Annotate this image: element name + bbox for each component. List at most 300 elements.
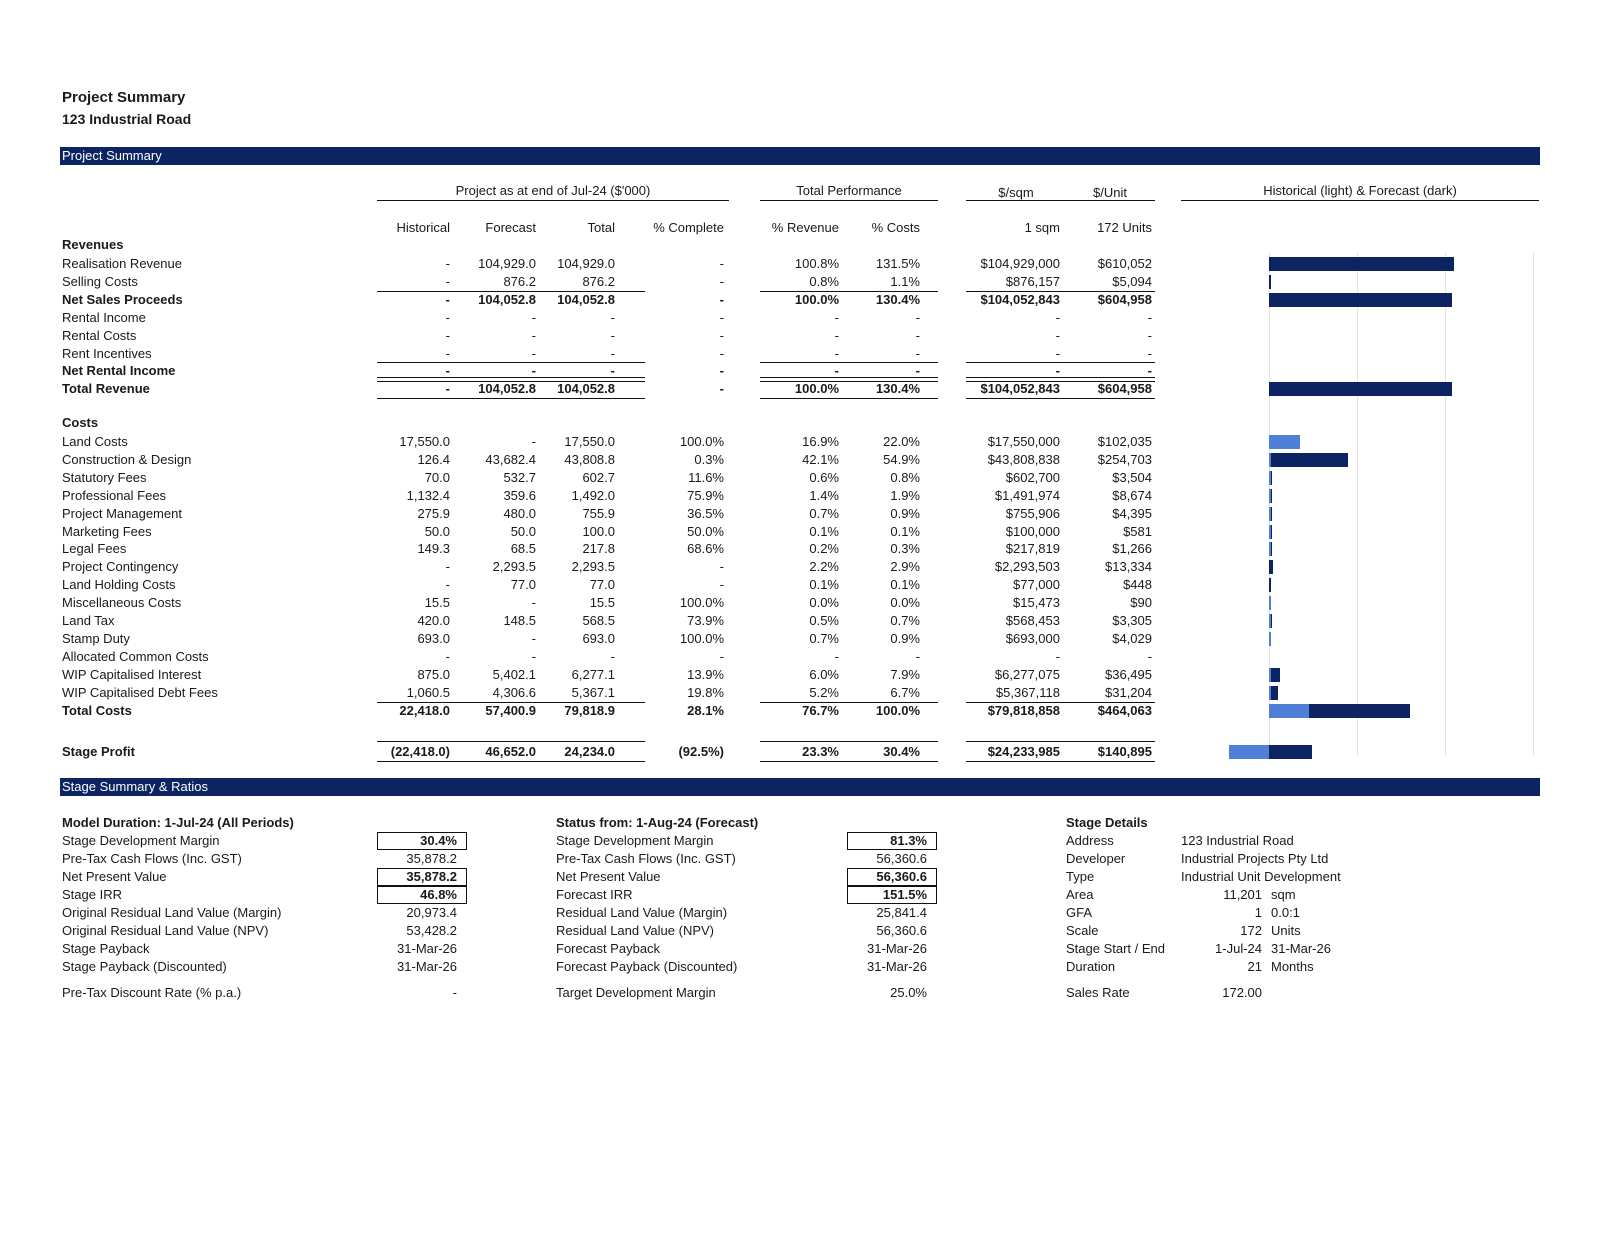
- metric-value: 35,878.2: [406, 869, 457, 884]
- detail-label-duration: Duration: [1066, 959, 1116, 974]
- metric-value: 35,878.2: [406, 851, 457, 866]
- cell-per-sqm: $77,000: [1013, 577, 1060, 593]
- cell-forecast: 876.2: [503, 273, 536, 289]
- subtotal-rule: [966, 702, 1155, 703]
- subtotal-rule: [966, 761, 1155, 762]
- row-label: Rental Income: [62, 309, 146, 325]
- subtotal-rule: [966, 741, 1155, 742]
- cell-per-unit: $254,703: [1097, 451, 1152, 467]
- cell-per-unit: $140,895: [1097, 744, 1152, 759]
- cell-pct-revenue: 1.4%: [809, 487, 839, 503]
- cell-pct-costs: 54.9%: [883, 451, 920, 467]
- cell-pct-costs: -: [915, 309, 920, 325]
- cell-per-unit: $4,029: [1112, 630, 1152, 646]
- metric-label: Pre-Tax Cash Flows (Inc. GST): [556, 851, 736, 866]
- total-double-rule: [966, 377, 1155, 382]
- cell-pct-complete: -: [719, 381, 724, 397]
- table-row: [0, 684, 1600, 702]
- cell-total: 876.2: [582, 273, 615, 289]
- cell-pct-revenue: 0.6%: [809, 469, 839, 485]
- cell-per-sqm: $24,233,985: [987, 744, 1060, 759]
- table-row: [0, 594, 1600, 612]
- cell-forecast: -: [531, 595, 536, 611]
- cell-pct-costs: 130.4%: [875, 381, 920, 397]
- metric-label: Net Present Value: [62, 869, 167, 884]
- cell-pct-complete: -: [719, 273, 724, 289]
- row-label: Realisation Revenue: [62, 256, 182, 271]
- cell-total: 43,808.8: [564, 451, 615, 467]
- subtotal-rule: [377, 398, 645, 399]
- cell-pct-complete: 75.9%: [687, 487, 724, 503]
- cell-forecast: 57,400.9: [485, 702, 536, 718]
- cell-pct-revenue: 100.8%: [794, 256, 839, 271]
- cell-per-unit: $1,266: [1112, 541, 1152, 557]
- cell-per-sqm: $79,818,858: [987, 702, 1060, 718]
- metric-value: 56,360.6: [876, 923, 927, 938]
- cell-pct-costs: 0.1%: [890, 523, 920, 539]
- cell-per-unit: $610,052: [1097, 256, 1152, 271]
- status-heading: Status from: 1-Aug-24 (Forecast): [556, 815, 759, 830]
- cell-total: 6,277.1: [571, 666, 615, 682]
- cell-pct-costs: 130.4%: [875, 291, 920, 307]
- cell-forecast: -: [531, 648, 536, 664]
- cell-total: -: [610, 363, 615, 379]
- cell-forecast: 50.0: [510, 523, 536, 539]
- cell-forecast: 68.5: [510, 541, 536, 557]
- row-label: WIP Capitalised Debt Fees: [62, 684, 218, 700]
- table-row: [0, 451, 1600, 469]
- table-row: [0, 576, 1600, 594]
- cell-pct-costs: 0.1%: [890, 577, 920, 593]
- metric-value: 81.3%: [890, 833, 927, 848]
- cell-pct-costs: 0.8%: [890, 469, 920, 485]
- target-margin-label: Target Development Margin: [556, 985, 716, 1000]
- chart-bar: [1271, 453, 1348, 467]
- table-row: [0, 666, 1600, 684]
- cell-per-unit: -: [1147, 345, 1152, 361]
- cell-pct-costs: 0.9%: [890, 630, 920, 646]
- group-header-unit: $/Unit: [1093, 185, 1127, 200]
- col-header-sqm-basis: 1 sqm: [1024, 220, 1060, 235]
- cell-pct-revenue: 16.9%: [802, 434, 839, 449]
- cell-pct-costs: -: [915, 327, 920, 343]
- cell-total: 100.0: [582, 523, 615, 539]
- detail-value-gfa: 1: [1254, 905, 1262, 920]
- cell-per-sqm: -: [1055, 345, 1060, 361]
- cell-pct-costs: 0.7%: [890, 613, 920, 628]
- cell-historical: -: [445, 327, 450, 343]
- group-header-project: Project as at end of Jul-24 ($'000): [455, 183, 651, 198]
- discount-rate-label: Pre-Tax Discount Rate (% p.a.): [62, 985, 242, 1000]
- cell-pct-complete: (92.5%): [678, 744, 724, 759]
- highlight-box: [377, 832, 467, 850]
- group-header-performance: Total Performance: [796, 183, 902, 198]
- group-header-chart: Historical (light) & Forecast (dark): [1263, 183, 1457, 198]
- cell-per-sqm: $217,819: [1005, 541, 1060, 557]
- cell-per-unit: $581: [1123, 523, 1152, 539]
- detail-label-scale: Scale: [1066, 923, 1099, 938]
- cell-historical: (22,418.0): [390, 744, 450, 759]
- cell-total: -: [610, 648, 615, 664]
- cell-pct-revenue: 100.0%: [794, 381, 839, 397]
- cell-per-sqm: $15,473: [1013, 595, 1060, 611]
- chart-bar: [1269, 382, 1452, 396]
- cell-pct-revenue: 6.0%: [809, 666, 839, 682]
- section-band-stage-summary: Stage Summary & Ratios: [60, 778, 1540, 796]
- col-header-unit-basis: 172 Units: [1097, 220, 1152, 235]
- cell-historical: 126.4: [417, 451, 450, 467]
- cell-total: 755.9: [582, 505, 615, 521]
- cell-pct-costs: 2.9%: [890, 559, 920, 575]
- detail-unit-scale: Units: [1271, 923, 1301, 938]
- subtotal-rule: [377, 702, 645, 703]
- cell-total: 693.0: [582, 630, 615, 646]
- cell-pct-complete: 19.8%: [687, 684, 724, 700]
- metric-value: 46.8%: [420, 887, 457, 902]
- detail-value-end: 31-Mar-26: [1271, 941, 1331, 956]
- cell-forecast: -: [531, 309, 536, 325]
- cell-pct-revenue: 0.2%: [809, 541, 839, 557]
- cell-pct-complete: -: [719, 256, 724, 271]
- highlight-box: [377, 886, 467, 904]
- cell-per-sqm: $104,052,843: [980, 291, 1060, 307]
- metric-label: Pre-Tax Cash Flows (Inc. GST): [62, 851, 242, 866]
- cell-historical: 275.9: [417, 505, 450, 521]
- cell-pct-complete: 28.1%: [687, 702, 724, 718]
- chart-bar: [1269, 275, 1271, 289]
- cell-total: 77.0: [589, 577, 615, 593]
- chart-bar: [1269, 745, 1312, 759]
- cell-pct-costs: 7.9%: [890, 666, 920, 682]
- cell-pct-revenue: 0.1%: [809, 523, 839, 539]
- cell-forecast: -: [531, 363, 536, 379]
- subtotal-rule: [966, 362, 1155, 363]
- cell-forecast: 2,293.5: [492, 559, 536, 575]
- chart-bar: [1269, 435, 1300, 449]
- revenues-label: Revenues: [62, 237, 124, 252]
- cell-pct-complete: 0.3%: [694, 451, 724, 467]
- cell-pct-revenue: -: [834, 327, 839, 343]
- table-row: [0, 345, 1600, 363]
- costs-label: Costs: [62, 415, 99, 430]
- chart-bar: [1271, 507, 1273, 521]
- cell-forecast: 532.7: [503, 469, 536, 485]
- cell-per-sqm: $693,000: [1005, 630, 1060, 646]
- detail-label-sales-rate: Sales Rate: [1066, 985, 1130, 1000]
- group-header-rule: [966, 200, 1155, 201]
- cell-per-unit: -: [1147, 648, 1152, 664]
- row-label: Land Holding Costs: [62, 577, 176, 593]
- cell-pct-costs: 100.0%: [875, 702, 920, 718]
- metric-value: 31-Mar-26: [867, 941, 927, 956]
- metric-label: Original Residual Land Value (Margin): [62, 905, 282, 920]
- cell-per-unit: -: [1147, 363, 1152, 379]
- cell-pct-revenue: 0.7%: [809, 630, 839, 646]
- table-row: [0, 273, 1600, 291]
- metric-value: 53,428.2: [406, 923, 457, 938]
- highlight-box: [377, 868, 467, 886]
- cell-pct-costs: 131.5%: [875, 256, 920, 271]
- group-header-rule: [377, 200, 729, 201]
- total-double-rule: [377, 377, 645, 382]
- cell-forecast: 480.0: [503, 505, 536, 521]
- metric-label: Net Present Value: [556, 869, 661, 884]
- detail-value-start: 1-Jul-24: [1215, 941, 1262, 956]
- cell-historical: 149.3: [417, 541, 450, 557]
- detail-unit-gfa: 0.0:1: [1271, 905, 1300, 920]
- table-row: [0, 743, 1600, 761]
- subtotal-rule: [760, 702, 938, 703]
- cell-pct-costs: 1.9%: [890, 487, 920, 503]
- detail-unit-area: sqm: [1271, 887, 1296, 902]
- cell-total: 24,234.0: [564, 744, 615, 759]
- cell-total: 1,492.0: [571, 487, 615, 503]
- cell-per-sqm: $876,157: [1005, 273, 1060, 289]
- table-row: [0, 540, 1600, 558]
- metric-label: Stage Payback (Discounted): [62, 959, 227, 974]
- cell-total: 104,052.8: [557, 291, 615, 307]
- col-header-total: Total: [587, 220, 615, 235]
- cell-pct-revenue: -: [834, 648, 839, 664]
- cell-total: 568.5: [582, 613, 615, 628]
- cell-per-sqm: $43,808,838: [987, 451, 1060, 467]
- cell-historical: -: [445, 559, 450, 575]
- col-header-forecast: Forecast: [485, 220, 536, 235]
- page-subtitle: 123 Industrial Road: [62, 111, 192, 127]
- chart-bar: [1269, 632, 1271, 646]
- table-row: [0, 558, 1600, 576]
- subtotal-rule: [760, 291, 938, 292]
- col-header-complete: % Complete: [653, 220, 724, 235]
- cell-per-sqm: $104,929,000: [980, 256, 1060, 271]
- detail-value-duration: 21: [1247, 959, 1262, 974]
- cell-pct-revenue: 2.2%: [809, 559, 839, 575]
- cell-historical: 693.0: [417, 630, 450, 646]
- cell-pct-complete: 50.0%: [687, 523, 724, 539]
- row-label: Statutory Fees: [62, 469, 147, 485]
- cell-pct-complete: 100.0%: [679, 630, 724, 646]
- row-label: WIP Capitalised Interest: [62, 666, 202, 682]
- cell-historical: -: [445, 363, 450, 379]
- chart-bar: [1269, 257, 1454, 271]
- cell-total: 79,818.9: [564, 702, 615, 718]
- highlight-box: [847, 868, 937, 886]
- detail-label-address: Address: [1066, 833, 1114, 848]
- subtotal-rule: [966, 291, 1155, 292]
- cell-per-sqm: $602,700: [1005, 469, 1060, 485]
- chart-bar: [1271, 542, 1273, 556]
- detail-value-type: Industrial Unit Development: [1181, 869, 1341, 884]
- row-label: Legal Fees: [62, 541, 127, 557]
- detail-value-area: 11,201: [1223, 887, 1262, 902]
- cell-forecast: 46,652.0: [485, 744, 536, 759]
- cell-per-sqm: -: [1055, 309, 1060, 325]
- detail-value-developer: Industrial Projects Pty Ltd: [1181, 851, 1329, 866]
- cell-per-sqm: $1,491,974: [994, 487, 1060, 503]
- cell-historical: -: [445, 256, 450, 271]
- cell-forecast: -: [531, 345, 536, 361]
- cell-per-sqm: $568,453: [1005, 613, 1060, 628]
- total-double-rule: [760, 377, 938, 382]
- cell-per-sqm: $2,293,503: [994, 559, 1060, 575]
- cell-total: 15.5: [589, 595, 615, 611]
- table-row: [0, 327, 1600, 345]
- detail-label-area: Area: [1066, 887, 1094, 902]
- chart-bar: [1269, 578, 1271, 592]
- cell-historical: 70.0: [424, 469, 450, 485]
- cell-per-sqm: $104,052,843: [980, 381, 1060, 397]
- cell-forecast: 148.5: [503, 613, 536, 628]
- detail-label-type: Type: [1066, 869, 1095, 884]
- chart-bar: [1271, 614, 1273, 628]
- cell-per-unit: $90: [1130, 595, 1152, 611]
- row-label: Miscellaneous Costs: [62, 595, 182, 611]
- highlight-box: [847, 832, 937, 850]
- cell-historical: -: [445, 291, 450, 307]
- chart-bar: [1271, 489, 1273, 503]
- metric-value: 56,360.6: [876, 851, 927, 866]
- cell-historical: 15.5: [424, 595, 450, 611]
- table-row: [0, 469, 1600, 487]
- chart-bar: [1309, 704, 1410, 718]
- cell-pct-revenue: 76.7%: [802, 702, 839, 718]
- cell-pct-complete: -: [719, 327, 724, 343]
- cell-forecast: 359.6: [503, 487, 536, 503]
- cell-per-sqm: $100,000: [1005, 523, 1060, 539]
- cell-total: 217.8: [582, 541, 615, 557]
- cell-pct-costs: -: [915, 345, 920, 361]
- row-label: Net Rental Income: [62, 363, 176, 379]
- table-row: [0, 505, 1600, 523]
- cell-forecast: 77.0: [510, 577, 536, 593]
- cell-pct-complete: -: [719, 648, 724, 664]
- row-label: Rental Costs: [62, 327, 137, 343]
- cell-pct-costs: 30.4%: [883, 744, 920, 759]
- metric-label: Stage Development Margin: [556, 833, 714, 848]
- group-header-rule: [1181, 200, 1539, 201]
- row-label: Land Tax: [62, 613, 115, 628]
- cell-pct-costs: -: [915, 648, 920, 664]
- cell-pct-revenue: -: [834, 345, 839, 361]
- cell-per-unit: $3,504: [1112, 469, 1152, 485]
- row-label: Stage Profit: [62, 744, 135, 759]
- cell-forecast: 104,052.8: [478, 291, 536, 307]
- cell-pct-costs: -: [915, 363, 920, 379]
- subtotal-rule: [377, 291, 645, 292]
- row-label: Project Management: [62, 505, 182, 521]
- cell-total: 2,293.5: [571, 559, 615, 575]
- detail-value-scale: 172: [1240, 923, 1262, 938]
- highlight-box: [847, 886, 937, 904]
- subtotal-rule: [377, 761, 645, 762]
- discount-rate-value: -: [452, 985, 457, 1000]
- row-label: Marketing Fees: [62, 523, 152, 539]
- col-header-revenue-pct: % Revenue: [771, 220, 839, 235]
- subtotal-rule: [377, 362, 645, 363]
- cell-total: -: [610, 345, 615, 361]
- metric-label: Stage IRR: [62, 887, 122, 902]
- cell-forecast: 104,052.8: [478, 381, 536, 397]
- subtotal-rule: [377, 741, 645, 742]
- cell-pct-complete: -: [719, 309, 724, 325]
- cell-pct-costs: 1.1%: [890, 273, 920, 289]
- cell-pct-complete: 11.6%: [688, 469, 724, 485]
- cell-total: 17,550.0: [564, 434, 615, 449]
- cell-historical: -: [445, 381, 450, 397]
- cell-forecast: -: [531, 630, 536, 646]
- cell-forecast: -: [531, 434, 536, 449]
- detail-label-developer: Developer: [1066, 851, 1126, 866]
- cell-pct-complete: -: [719, 363, 724, 379]
- metric-value: 30.4%: [420, 833, 457, 848]
- col-header-historical: Historical: [396, 220, 450, 235]
- cell-historical: 50.0: [424, 523, 450, 539]
- cell-per-unit: $8,674: [1112, 487, 1152, 503]
- cell-per-sqm: -: [1055, 648, 1060, 664]
- cell-pct-complete: -: [719, 291, 724, 307]
- cell-per-sqm: $6,277,075: [994, 666, 1060, 682]
- cell-forecast: 5,402.1: [492, 666, 536, 682]
- cell-pct-complete: 68.6%: [687, 541, 724, 557]
- cell-pct-revenue: 0.0%: [809, 595, 839, 611]
- table-row: [0, 630, 1600, 648]
- row-label: Rent Incentives: [62, 345, 152, 361]
- cell-pct-complete: -: [719, 345, 724, 361]
- cell-pct-complete: 36.5%: [687, 505, 724, 521]
- cell-total: -: [610, 327, 615, 343]
- table-row: [0, 648, 1600, 666]
- cell-pct-revenue: 0.1%: [809, 577, 839, 593]
- cell-historical: 22,418.0: [399, 702, 450, 718]
- cell-per-unit: $464,063: [1097, 702, 1152, 718]
- cell-per-sqm: $5,367,118: [995, 684, 1060, 700]
- cell-historical: -: [445, 273, 450, 289]
- cell-per-unit: $3,305: [1112, 613, 1152, 628]
- metric-label: Stage Payback: [62, 941, 150, 956]
- chart-bar: [1269, 704, 1309, 718]
- metric-value: 20,973.4: [406, 905, 457, 920]
- cell-pct-revenue: -: [834, 363, 839, 379]
- row-label: Project Contingency: [62, 559, 179, 575]
- cell-historical: -: [445, 577, 450, 593]
- table-row: [0, 433, 1600, 451]
- metric-label: Stage Development Margin: [62, 833, 220, 848]
- cell-total: 5,367.1: [571, 684, 615, 700]
- page-title: Project Summary: [62, 89, 186, 106]
- cell-forecast: 43,682.4: [485, 451, 536, 467]
- cell-pct-revenue: 100.0%: [794, 291, 839, 307]
- metric-value: 31-Mar-26: [397, 941, 457, 956]
- cell-per-unit: $102,035: [1097, 434, 1152, 449]
- cell-pct-costs: 6.7%: [890, 684, 920, 700]
- cell-per-unit: $13,334: [1105, 559, 1152, 575]
- metric-label: Residual Land Value (NPV): [556, 923, 715, 938]
- cell-historical: 17,550.0: [399, 434, 450, 449]
- cell-pct-costs: 22.0%: [883, 434, 920, 449]
- cell-total: -: [610, 309, 615, 325]
- cell-per-sqm: -: [1055, 363, 1060, 379]
- cell-per-sqm: -: [1055, 327, 1060, 343]
- section-band-project-summary: Project Summary: [60, 147, 1540, 165]
- cell-pct-revenue: 5.2%: [809, 684, 839, 700]
- subtotal-rule: [966, 398, 1155, 399]
- cell-pct-costs: 0.9%: [890, 505, 920, 521]
- chart-bar: [1271, 686, 1279, 700]
- cell-pct-revenue: 42.1%: [802, 451, 839, 467]
- cell-historical: 420.0: [417, 613, 450, 628]
- cell-historical: 1,060.5: [406, 684, 450, 700]
- metric-value: 31-Mar-26: [867, 959, 927, 974]
